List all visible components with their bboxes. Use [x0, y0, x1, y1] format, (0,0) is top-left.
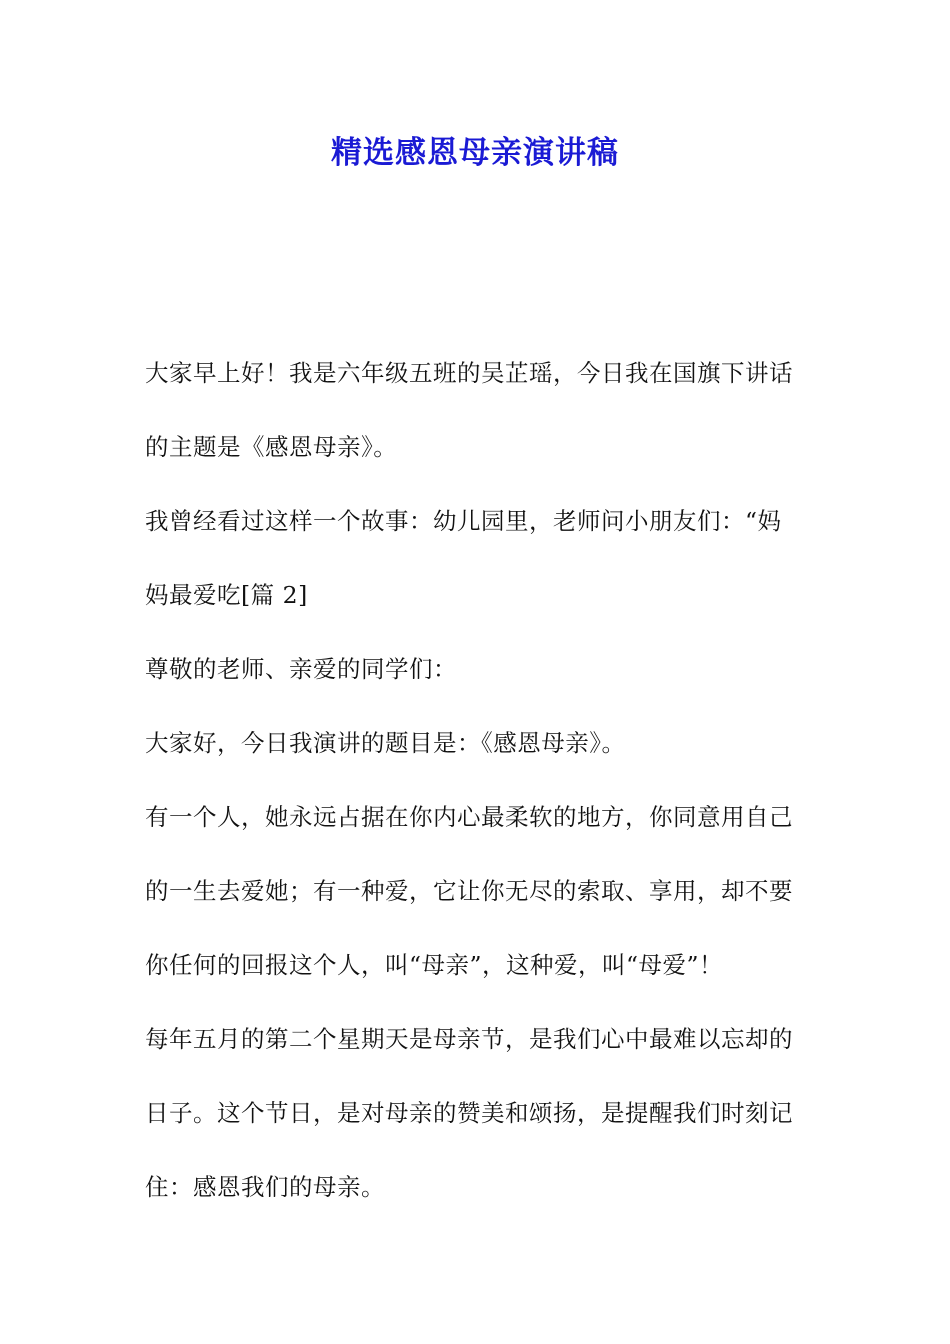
text-line: 大家好，今日我演讲的题目是：《感恩母亲》。 — [145, 729, 626, 757]
text-line: 每年五月的第二个星期天是母亲节，是我们心中最难以忘却的 — [145, 1025, 793, 1053]
text-line: 妈最爱吃[篇 2] — [145, 581, 308, 609]
text-line: 的一生去爱她；有一种爱，它让你无尽的索取、享用，却不要 — [145, 877, 793, 905]
document-title: 精选感恩母亲演讲稿 — [331, 135, 619, 171]
text-line: 尊敬的老师、亲爱的同学们： — [145, 655, 457, 683]
document-body — [145, 336, 810, 1224]
text-line: 的主题是《感恩母亲》。 — [145, 433, 398, 461]
text-line: 大家早上好！我是六年级五班的吴芷瑶，今日我在国旗下讲话 — [145, 359, 793, 387]
text-line: 住：感恩我们的母亲。 — [145, 1173, 385, 1201]
text-line: 有一个人，她永远占据在你内心最柔软的地方，你同意用自己 — [145, 803, 793, 831]
text-line: 我曾经看过这样一个故事：幼儿园里，老师问小朋友们：“妈 — [145, 507, 782, 535]
text-line: 你任何的回报这个人，叫“母亲”，这种爱，叫“母爱”！ — [145, 951, 724, 979]
text-line: 日子。这个节日，是对母亲的赞美和颂扬，是提醒我们时刻记 — [145, 1099, 793, 1127]
